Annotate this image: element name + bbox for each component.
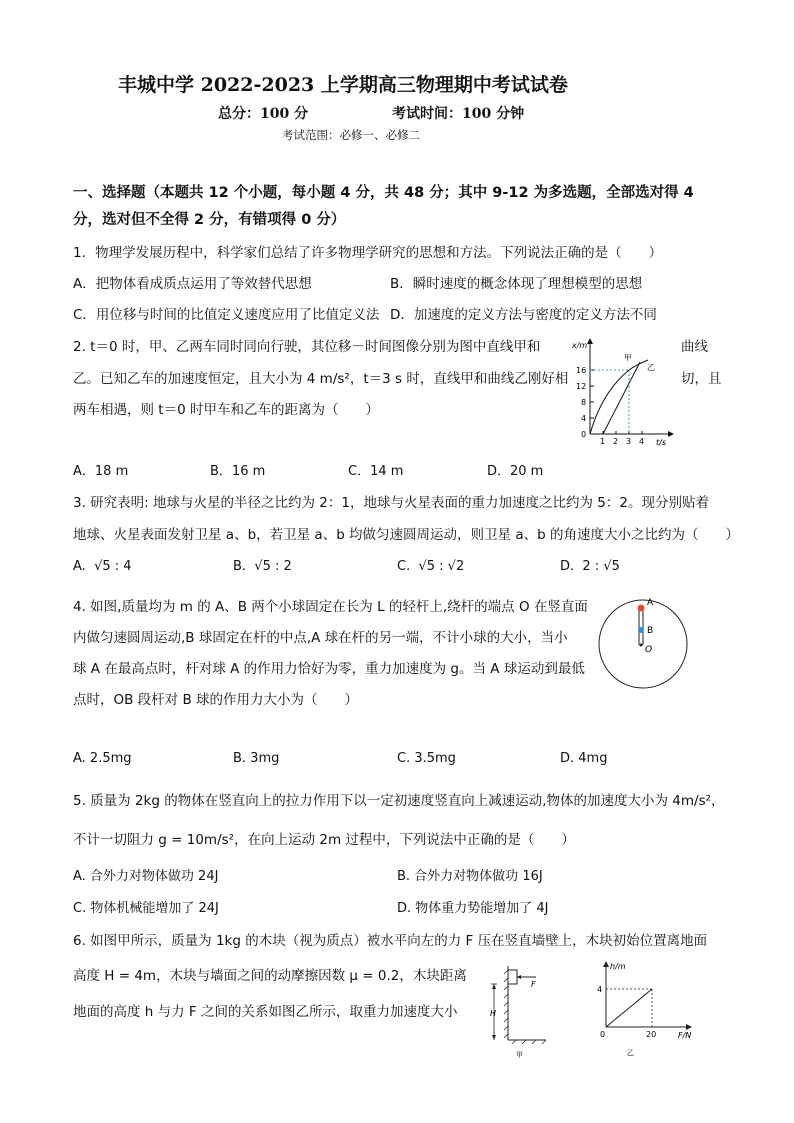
q4-rod-circle-figure: [596, 596, 692, 692]
page-title: 丰城中学 2022-2023 上学期高三物理期中考试试卷: [118, 74, 568, 96]
caption-yi: 乙: [627, 1049, 634, 1057]
section-heading: 一、选择题（本题共 12 个小题，每小题 4 分，共 48 分；其中 9-12 为多选题，全部选对得 4: [73, 185, 694, 201]
xtick-20: 20: [646, 1030, 657, 1039]
ball-a: [638, 605, 645, 612]
q1-option-a: A．把物体看成质点运用了等效替代思想: [73, 276, 312, 292]
label-h: H: [490, 1009, 497, 1018]
origin-0: 0: [600, 1030, 606, 1039]
ytick-4: 4: [597, 985, 603, 994]
x-axis-label: t/s: [656, 438, 666, 447]
q2-stem-line3: 两车相遇，则 t＝0 时甲车和乙车的距离为（ ）: [73, 402, 379, 418]
curve-yi: [590, 360, 648, 434]
q4-option-d: D. 4mg: [560, 751, 608, 766]
q5-option-c: C. 物体机械能增加了 24J: [73, 901, 219, 916]
wall-hatching: [504, 970, 546, 1044]
xtick-3: 3: [626, 437, 632, 446]
y-axis-label: h/m: [610, 962, 626, 971]
q5-stem-line1: 5. 质量为 2kg 的物体在竖直向上的拉力作用下以一定初速度竖直向上减速运动,物体的加速度大小为 4m/s²，: [73, 793, 725, 809]
q3-option-b: B. √5 : 2: [233, 559, 292, 574]
x-axis-arrow: [668, 431, 674, 437]
label-f: F: [531, 980, 536, 989]
q4-stem-line1: 4. 如图,质量均为 m 的 A、B 两个小球固定在长为 L 的轻杆上,绕杆的端点 O 在竖直面: [73, 599, 588, 615]
label-yi: 乙: [647, 363, 655, 372]
q1-option-d: D．加速度的定义方法与密度的定义方法不同: [390, 307, 657, 323]
q4-option-a: A. 2.5mg: [73, 751, 132, 766]
y-axis-label: x/m: [572, 341, 588, 350]
q2-stem-line2: 乙。已知乙车的加速度恒定，且大小为 4 m/s²，t＝3 s 时，直线甲和曲线乙刚好相: [73, 371, 569, 387]
q3-stem-line2: 地球、火星表面发射卫星 a、b，若卫星 a、b 均做匀速圆周运动，则卫星 a、b 的角速度大小之比约为（ ）: [73, 527, 739, 543]
q5-option-a: A. 合外力对物体做功 24J: [73, 869, 219, 884]
q2-option-b: B．16 m: [210, 464, 266, 479]
section-heading-cont: 分，选对但不全得 2 分，有错项得 0 分）: [73, 212, 346, 228]
ytick-16: 16: [576, 366, 587, 375]
caption-jia: 甲: [516, 1051, 523, 1059]
q5-option-d: D. 物体重力势能增加了 4J: [397, 901, 549, 916]
exam-range: 考试范围：必修一、必修二: [282, 128, 420, 142]
label-o: O: [645, 645, 653, 655]
origin-0: 0: [581, 430, 587, 439]
q3-option-c-math: √5 : √2: [418, 559, 465, 574]
q3-stem-line1: 3. 研究表明: 地球与火星的半径之比约为 2：1，地球与火星表面的重力加速度之比约为 5：2。现分别贴着: [73, 495, 709, 511]
q3-option-a: A. √5 : 4: [73, 559, 132, 574]
exam-time: 考试时间：100 分钟: [392, 106, 525, 122]
q6-figure-jia: [486, 960, 550, 1060]
q4-stem-line3: 球 A 在最高点时，杆对球 A 的作用力恰好为零，重力加速度为 g。当 A 球运动到最低: [73, 661, 585, 677]
line-jia: [603, 362, 640, 434]
q3-option-d: D. 2 : √5: [560, 559, 620, 574]
ytick-12: 12: [576, 382, 587, 391]
x-axis-label: F/N: [678, 1031, 692, 1040]
h-f-line: [606, 989, 652, 1027]
ytick-8: 8: [581, 398, 587, 407]
label-jia: 甲: [624, 353, 632, 362]
q2-option-a: A．18 m: [73, 464, 129, 479]
block: [508, 970, 517, 984]
total-score: 总分：100 分: [218, 106, 309, 122]
q1-stem: 1．物理学发展历程中，科学家们总结了许多物理学研究的思想和方法。下列说法正确的是（ ）: [73, 245, 663, 261]
q6-stem-line3: 地面的高度 h 与力 F 之间的关系如图乙所示，取重力加速度大小: [73, 1004, 458, 1020]
y-axis-arrow: [587, 338, 593, 344]
pivot-o: [640, 644, 643, 647]
xtick-4: 4: [639, 437, 645, 446]
xtick-1: 1: [600, 437, 606, 446]
q4-option-b: B. 3mg: [233, 751, 280, 766]
ytick-4: 4: [581, 414, 587, 423]
q6-stem-line2: 高度 H = 4m，木块与墙面之间的动摩擦因数 μ = 0.2，木块距离: [73, 968, 467, 984]
ball-b: [638, 627, 644, 633]
q4-option-c: C. 3.5mg: [397, 751, 456, 766]
label-b: B: [647, 626, 654, 636]
q3-option-d-math: 2 : √5: [582, 559, 620, 574]
label-a: A: [647, 598, 654, 608]
q5-option-b: B. 合外力对物体做功 16J: [397, 869, 543, 884]
q2-option-d: D．20 m: [487, 464, 544, 479]
q6-stem-line1: 6. 如图甲所示，质量为 1kg 的木块（视为质点）被水平向左的力 F 压在竖直墙壁上，木块初始位置离地面: [73, 933, 708, 949]
q5-stem-line2: 不计一切阻力 g = 10m/s²，在向上运动 2m 过程中，下列说法中正确的是（ ）: [73, 832, 575, 848]
q2-stem-line1: 2. t＝0 时，甲、乙两车同时同向行驶，其位移－时间图像分别为图中直线甲和: [73, 339, 541, 355]
q4-stem-line4: 点时，OB 段杆对 B 球的作用力大小为（ ）: [73, 692, 359, 708]
q6-figure-yi-h-vs-f: [590, 955, 700, 1063]
q3-option-a-math: √5 : 4: [94, 559, 132, 574]
q3-option-c: C. √5 : √2: [397, 559, 465, 574]
q2-stem-line1-tail: 曲线: [681, 339, 708, 355]
q1-option-b: B．瞬时速度的概念体现了理想模型的思想: [390, 276, 643, 292]
q4-stem-line2: 内做匀速圆周运动,B 球固定在杆的中点,A 球在杆的另一端，不计小球的大小，当小: [73, 630, 568, 646]
q2-option-c: C．14 m: [348, 464, 404, 479]
q1-option-c: C．用位移与时间的比值定义速度应用了比值定义法: [73, 307, 380, 323]
q2-xt-graph: [560, 336, 676, 448]
xtick-2: 2: [613, 437, 619, 446]
q2-stem-line2-tail: 切，且: [681, 371, 722, 387]
q3-option-b-math: √5 : 2: [254, 559, 292, 574]
